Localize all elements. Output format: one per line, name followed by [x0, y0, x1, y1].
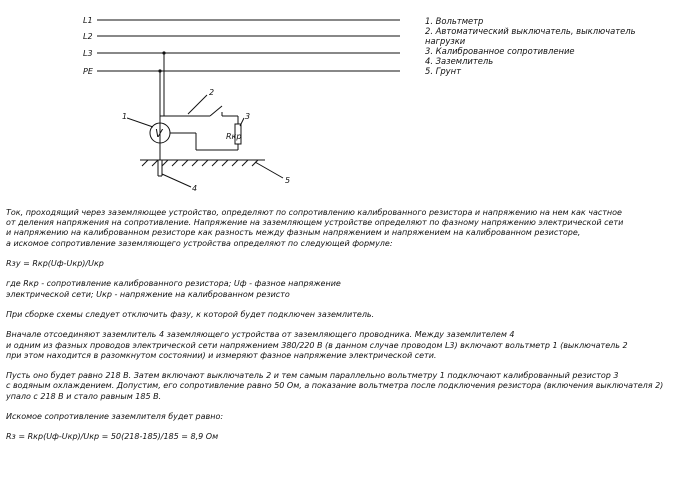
callout-4: 4	[192, 184, 198, 193]
text-line: Ток, проходящий через заземляющее устройство, определяют по сопротивлению калиброванного резистора и напряжению на нем как частное	[6, 208, 622, 217]
text-line: электрической сети; Uкр - напряжение на калиброванном резисто	[6, 289, 290, 299]
label-l2: L2	[83, 32, 93, 41]
callout-2: 2	[209, 88, 215, 97]
legend-item-soil: 5. Грунт	[425, 66, 461, 76]
legend-item-switch: 2. Автоматический выключатель, выключатель	[425, 26, 636, 36]
voltmeter-symbol: V	[155, 127, 163, 140]
text-line: от деления напряжения на сопротивление. Напряжение на заземляющем устройстве определяют по фазному напряжению электрической сети	[6, 218, 624, 228]
label-l1: L1	[83, 16, 93, 25]
text-line: и напряжению на калиброванном резисторе как разность между фазным напряжением и напряжением на калиброванном резисторе,	[6, 228, 581, 238]
callout-5: 5	[285, 176, 291, 185]
text-line: с водяным охлаждением. Допустим, его сопротивление равно 50 Ом, а показание вольтметра после подключения резистора (включения выключателя 2)	[6, 381, 664, 391]
text-line: при этом находится в разомкнутом состоянии) и измеряют фазное напряжение электрической сети.	[6, 350, 437, 360]
text-line: При сборке схемы следует отключить фазу, к которой будет подключен заземлитель.	[6, 309, 375, 319]
callout-3: 3	[245, 112, 251, 121]
legend-item-resistor: 3. Калиброванное сопротивление	[425, 46, 575, 56]
callout-1: 1	[122, 112, 128, 121]
label-l3: L3	[83, 49, 93, 58]
text-line: Пусть оно будет равно 218 В. Затем включают выключатель 2 и тем самым параллельно вольтметру 1 подключают калиброванный резистор 3	[6, 371, 619, 381]
text-line: Искомое сопротивление заземлителя будет равно:	[6, 411, 224, 421]
legend-item-switch-cont: нагрузки	[425, 36, 466, 46]
formula-1: Rзу = Rкр(Uф-Uкр)/Uкр	[6, 259, 104, 268]
label-pe: PE	[83, 67, 93, 76]
resistor-label: Rкр	[226, 132, 242, 141]
legend-item-voltmeter: 1. Вольтметр	[425, 16, 484, 26]
soil-hatching	[142, 160, 258, 166]
legend	[425, 16, 695, 76]
text-line: упало с 218 В и стало равным 185 В.	[6, 391, 162, 401]
text-line: и одним из фазных проводов электрической сети напряжением 380/220 В (в данном случае проводом L3) включают вольтметр 1 (выключатель 2	[6, 340, 628, 350]
formula-2: Rз = Rкр(Uф-Uкр)/Uкр = 50(218-185)/185 = 8,9 Ом	[6, 432, 219, 442]
text-line: где Rкр - сопротивление калиброванного резистора; Uф - фазное напряжение	[6, 279, 341, 289]
text-line: а искомое сопротивление заземляющего устройства определяют по следующей формуле:	[6, 238, 393, 248]
text-line: Вначале отсоединяют заземлитель 4 заземляющего устройства от заземляющего проводника. Между заземлителем 4	[6, 330, 515, 340]
description-text	[6, 208, 696, 443]
legend-item-ground-electrode: 4. Заземлитель	[425, 56, 494, 66]
switch-2	[210, 106, 222, 116]
